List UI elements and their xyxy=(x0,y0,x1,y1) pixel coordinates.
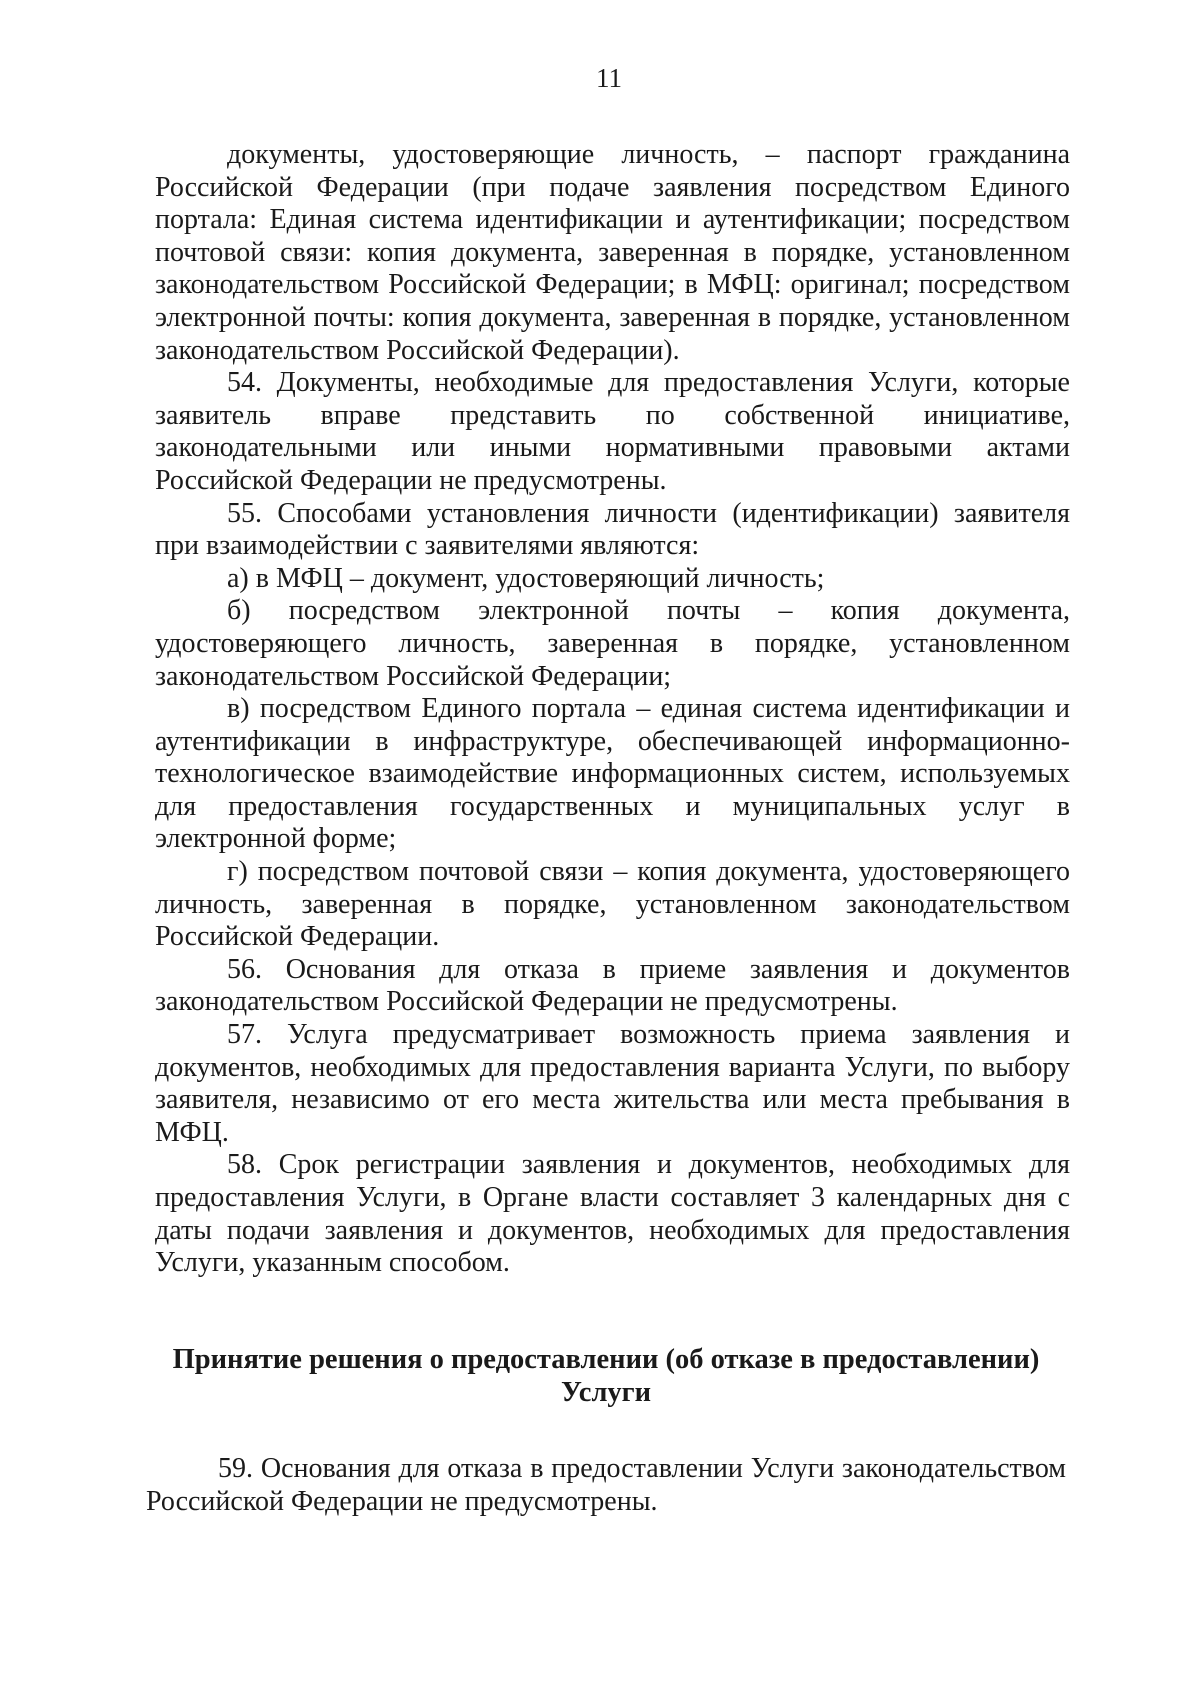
paragraph-55-v: в) посредством Единого портала – единая система идентификации и аутентификации в инфраструктуре, обеспечивающей информационно-технологическое взаимодействие информационных систем, используемых для предоставления государственных и муниципальных услуг в электронной форме; xyxy=(155,693,1070,855)
paragraph-57: 57. Услуга предусматривает возможность приема заявления и документов, необходимых для предоставления варианта Услуги, по выбору заявителя, независимо от его места жительства или места пребывания в МФЦ. xyxy=(155,1019,1070,1148)
paragraph-56: 56. Основания для отказа в приеме заявления и документов законодательством Российской Федерации не предусмотрены. xyxy=(155,953,1070,1018)
paragraph-54: 54. Документы, необходимые для предоставления Услуги, которые заявитель вправе представить по собственной инициативе, законодательными или иными нормативными правовыми актами Российской Федерации не предусмотрены. xyxy=(155,367,1070,496)
paragraph-55-a: а) в МФЦ – документ, удостоверяющий личность; xyxy=(227,562,825,594)
page-number: 11 xyxy=(596,63,622,93)
section-decision xyxy=(146,1343,1066,1518)
paragraph-identity-documents: документы, удостоверяющие личность, – паспорт гражданина Российской Федерации (при подаче заявления посредством Единого портала: Единая система идентификации и аутентификации; посредством почтовой связи: копия документа, заверенная в порядке, установленном законодательством Российской Федерации; в МФЦ: оригинал; посредством электронной почты: копия документа, заверенная в порядке, установленном законодательством Российской Федерации). xyxy=(155,139,1070,366)
document-body xyxy=(155,139,1070,1280)
paragraph-59: 59. Основания для отказа в предоставлении Услуги законодательством Российской Федерации не предусмотрены. xyxy=(146,1453,1066,1517)
section-heading-line-1: Принятие решения о предоставлении (об отказе в предоставлении) xyxy=(172,1344,1040,1375)
section-heading xyxy=(146,1343,1066,1409)
paragraph-55-b: б) посредством электронной почты – копия документа, удостоверяющего личность, заверенная в порядке, установленном законодательством Российской Федерации; xyxy=(155,595,1070,692)
paragraph-55: 55. Способами установления личности (идентификации) заявителя при взаимодействии с заявителями являются: xyxy=(155,497,1070,562)
section-heading-line-2: Услуги xyxy=(560,1377,652,1408)
paragraph-58: 58. Срок регистрации заявления и документов, необходимых для предоставления Услуги, в Органе власти составляет 3 календарных дня с даты подачи заявления и документов, необходимых для предоставления Услуги, указанным способом. xyxy=(155,1149,1070,1279)
paragraph-55-g: г) посредством почтовой связи – копия документа, удостоверяющего личность, заверенная в порядке, установленном законодательством Российской Федерации. xyxy=(155,856,1070,953)
